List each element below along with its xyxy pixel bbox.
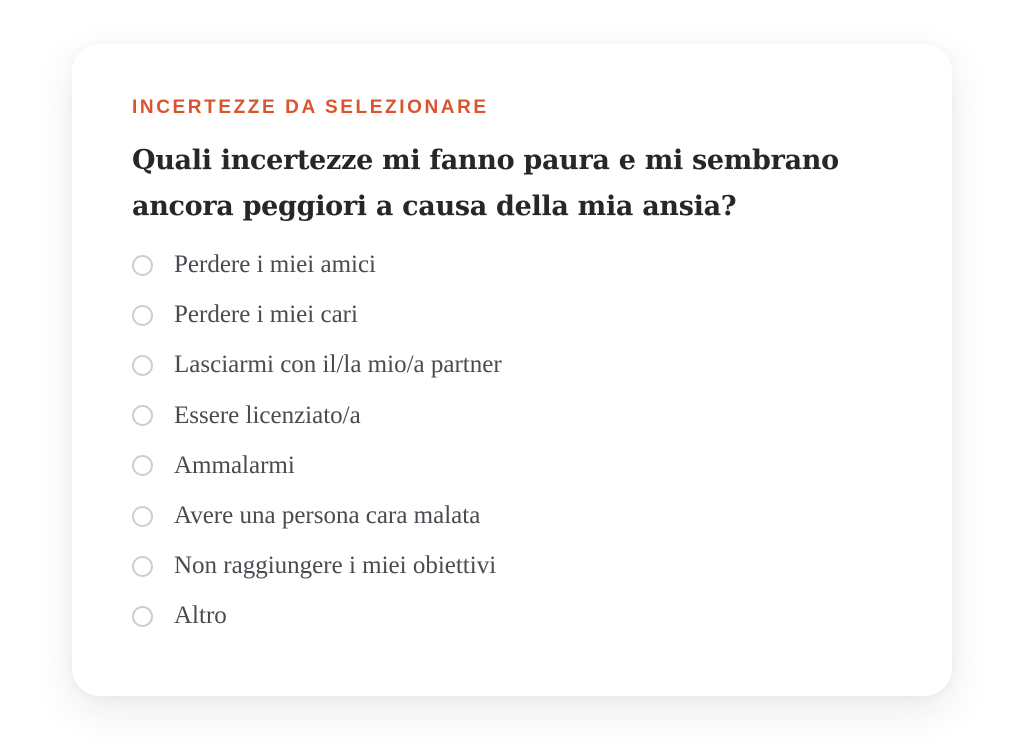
option-label: Perdere i miei amici — [174, 251, 377, 279]
option-lasciarmi-partner[interactable] — [132, 340, 952, 390]
option-perdere-amici[interactable] — [132, 240, 952, 290]
radio-button[interactable] — [132, 506, 153, 527]
option-perdere-cari[interactable] — [132, 290, 952, 340]
radio-button[interactable] — [132, 556, 153, 577]
radio-button[interactable] — [132, 355, 153, 376]
option-ammalarmi[interactable] — [132, 441, 952, 491]
option-label: Lasciarmi con il/la mio/a partner — [174, 351, 502, 379]
radio-button[interactable] — [132, 405, 153, 426]
section-eyebrow: INCERTEZZE DA SELEZIONARE — [132, 97, 489, 118]
option-label: Ammalarmi — [174, 451, 295, 479]
option-obiettivi[interactable] — [132, 541, 952, 591]
option-licenziato[interactable] — [132, 391, 952, 441]
option-label: Altro — [174, 602, 227, 630]
radio-button[interactable] — [132, 606, 153, 627]
options-list — [132, 240, 952, 642]
option-altro[interactable] — [132, 591, 952, 641]
option-label: Essere licenziato/a — [174, 401, 361, 429]
radio-button[interactable] — [132, 255, 153, 276]
option-persona-cara-malata[interactable] — [132, 491, 952, 541]
radio-button[interactable] — [132, 305, 153, 326]
option-label: Non raggiungere i miei obiettivi — [174, 552, 497, 580]
option-label: Avere una persona cara malata — [174, 502, 481, 530]
radio-button[interactable] — [132, 455, 153, 476]
question-card — [72, 44, 952, 696]
option-label: Perdere i miei cari — [174, 301, 358, 329]
question-title: Quali incertezze mi fanno paura e mi sembrano ancora peggiori a causa della mia ansia? — [132, 145, 839, 222]
